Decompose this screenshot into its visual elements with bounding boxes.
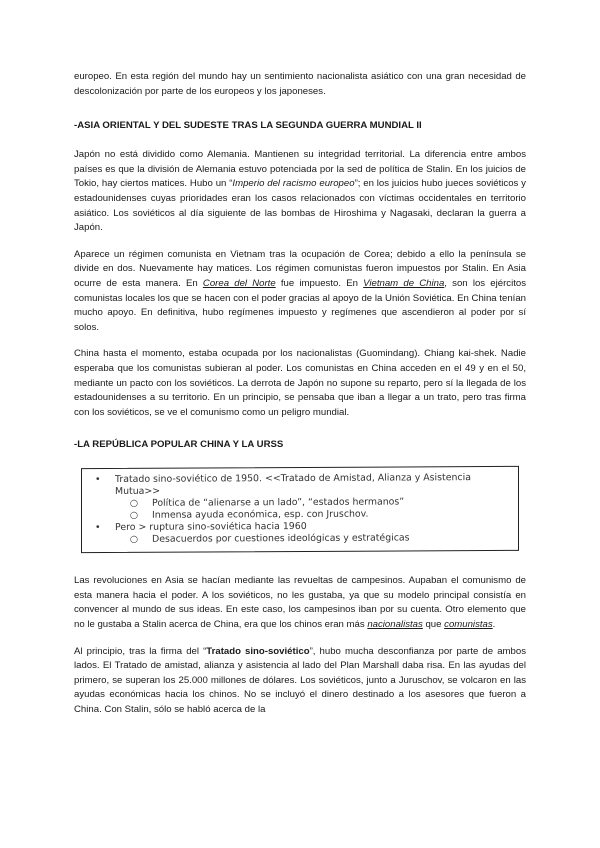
text-run: fue impuesto. En (275, 277, 364, 289)
paragraph-continuation: europeo. En esta región del mundo hay un sentimiento nacionalista asiático con una gran necesidad de descolonización por parte de los europeos y los japoneses. (74, 71, 526, 97)
list-subitem-text: Desacuerdos por cuestiones ideológicas y estratégicas (152, 532, 410, 546)
list-item-text: Pero > ruptura sino-soviética hacia 1960 (115, 521, 307, 534)
circle-bullet-icon: ○ (129, 510, 138, 522)
text-run: ”, hubo mucha desconfianza por parte de ambos lados. El Tratado de amistad, alianza y asistencia al lado del Plan Marshall daba risa. En las ayudas del primero, se superan los 25.000 millones de dólares. Los soviéticos, junto a Juruschov, se volcaron en las ayudas económicas hacia los chinos. No se incluyó el dinero destinado a los asesores que fueron a China. Con Stalin, sólo se habló acerca de la (74, 645, 526, 716)
section-heading-republica-china: -LA REPÚBLICA POPULAR CHINA Y LA URSS (74, 439, 284, 451)
list-subitem (92, 532, 508, 546)
underlined-term-corea: Corea del Norte (202, 277, 276, 289)
paragraph-tratado (74, 645, 526, 718)
section-heading-asia-oriental: -ASIA ORIENTAL Y DEL SUDESTE TRAS LA SEGUNDA GUERRA MUNDIAL II (74, 120, 422, 132)
paragraph-china: China hasta el momento, estaba ocupada por los nacionalistas (Guomindang). Chiang kai-shek. Nadie esperaba que los comunistas subieran al poder. Los comunistas en China acceden en el 49 y en el 50, mediante un pacto con los soviéticos. La derrota de Japón no supone su reparto, pero sí la llegada de los estadounidenses a su territorio. En un principio, se pensaba que iban a llegar a un trato, pero tras firma con los soviéticos, se ve el comunismo como un peligro mundial. (74, 348, 526, 418)
paragraph-japon (74, 148, 526, 236)
underlined-term-vietnam: Vietnam de China (363, 277, 445, 289)
bullet-icon: • (95, 522, 101, 534)
text-run: ”; en los juicios hubo jueces soviéticos y estadounidenses cuyas prioridades eran los casos relacionados con víctimas occidentales en territorio asiático. Los soviéticos al día siguiente de las bombas de Hiroshima y Nagasaki, declaran la guerra a Japón. (74, 178, 526, 234)
underlined-term-nacionalistas: nacionalistas (367, 619, 423, 631)
text-run: Japón no está dividido como Alemania. Mantienen su integridad territorial. La diferencia entre ambos países es que la división de Alemania estuvo potenciada por la sed de política de Stalin. En los juicios de Tokio, hay ciertos matices. Hubo un “ (74, 149, 526, 190)
italic-phrase: Imperio del racismo europeo (232, 178, 355, 190)
bold-term-tratado: Tratado sino-soviético (206, 645, 310, 657)
text-run: Al principio, tras la firma del “ (74, 645, 207, 657)
text-run: Las revoluciones en Asia se hacían mediante las revueltas de campesinos. Aupaban el comunismo de esta manera hacia el poder. A los soviéticos, no les gustaba, ya que su modelo principal consistía en convencer al mundo de sus ideas. En este caso, los campesinos iban por su cuenta. Otro elemento que no le gustaba a Stalin acerca de China, era que los chinos eran más (74, 575, 526, 631)
text-run: . (492, 619, 496, 631)
bullet-icon: • (95, 474, 101, 486)
underlined-term-comunistas: comunistas (444, 619, 493, 631)
text-run: Aparece un régimen comunista en Vietnam tras la ocupación de Corea; debido a ello la península se divide en dos. Nuevamente hay matices. Los régimen comunistas fueron impuestos por Stalin. En Asia ocurre de esta manera. En (74, 248, 526, 289)
text-run: , son los ejércitos comunistas locales los que se hacen con el poder gracias al apoyo de la Unión Soviética. En China tenían mucho apoyo. En definitiva, hubo regímenes impuesto y regímenes que ascendieron al poder por sí solos. (74, 277, 526, 333)
list-item (92, 472, 508, 498)
circle-bullet-icon: ○ (129, 534, 138, 546)
summary-box (81, 466, 519, 553)
list-subitem-text: Política de “alienarse a un lado”, “estados hermanos” (152, 496, 405, 510)
paragraph-revoluciones (74, 574, 526, 632)
paragraph-vietnam (74, 248, 526, 336)
list-subitem-text: Inmensa ayuda económica, esp. con Jruschov. (152, 508, 369, 522)
circle-bullet-icon: ○ (129, 498, 138, 510)
text-run: que (422, 619, 445, 631)
document-page (74, 70, 526, 730)
list-item-text: Tratado sino-soviético de 1950. <<Tratado de Amistad, Alianza y Asistencia Mutua>> (115, 472, 471, 498)
